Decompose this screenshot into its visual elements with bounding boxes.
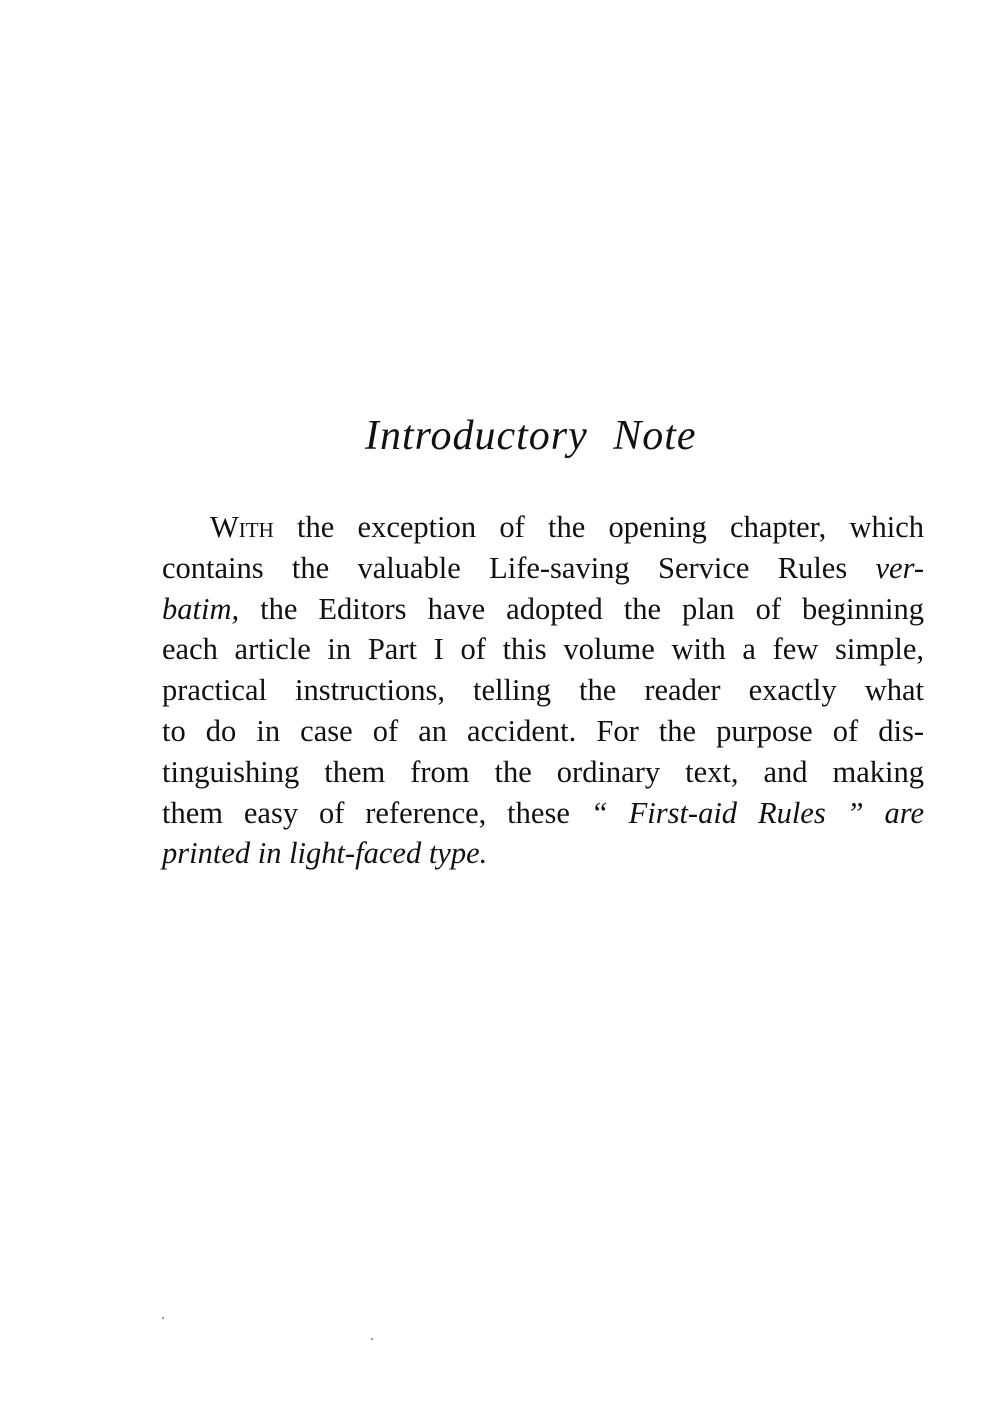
line-text: the Editors have adopted the plan of beginning <box>239 591 924 626</box>
paragraph-line <box>162 793 924 834</box>
paragraph-line <box>162 589 924 630</box>
paragraph-line <box>162 548 924 589</box>
italic-text: batim, <box>162 591 240 626</box>
scan-speck <box>162 1317 164 1319</box>
intro-paragraph <box>162 507 924 874</box>
line-text: them easy of reference, these <box>162 795 591 830</box>
drop-word: With <box>210 510 274 544</box>
paragraph-line: printed in light-faced type. <box>162 836 488 871</box>
italic-text: ver- <box>875 550 924 585</box>
page-title: Introductory Note <box>365 413 697 459</box>
paragraph-line: practical instructions, telling the reader exactly what <box>162 673 924 708</box>
line-text: the exception of the opening chapter, which <box>273 510 924 544</box>
line-text: contains the valuable Life-saving Service Rules <box>162 550 876 585</box>
paragraph-line: each article in Part I of this volume with a few simple, <box>162 632 924 667</box>
scan-speck <box>371 1338 373 1340</box>
paragraph-line <box>162 507 924 548</box>
paragraph-line: tinguishing them from the ordinary text, and making <box>162 754 924 789</box>
paragraph-line: to do in case of an accident. For the purpose of dis- <box>162 713 924 748</box>
italic-text: “ First-aid Rules ” are <box>590 795 924 830</box>
